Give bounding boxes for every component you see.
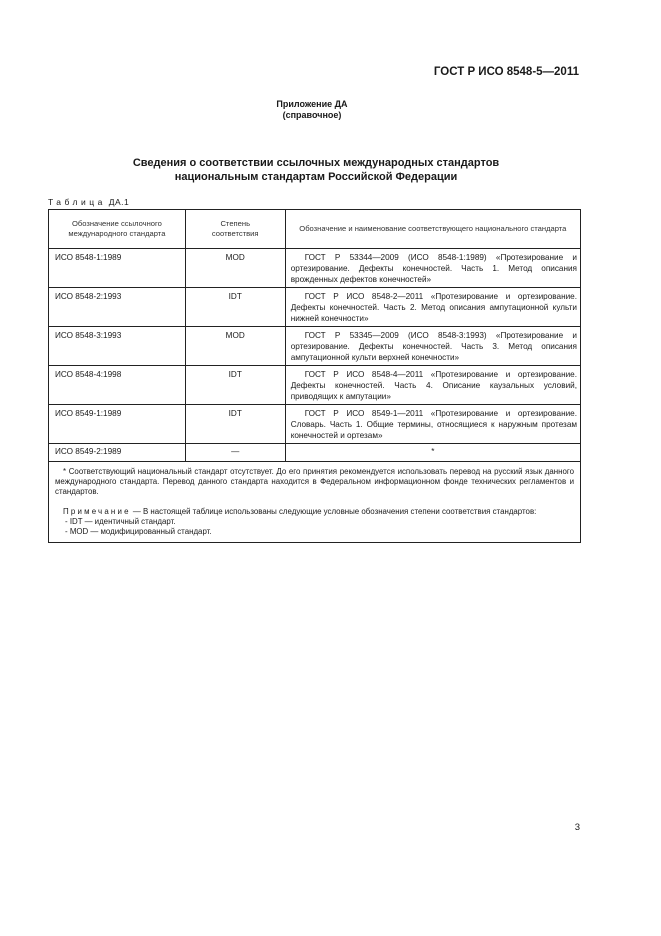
document-code: ГОСТ Р ИСО 8548-5—2011: [433, 66, 579, 78]
section-title-line-1: Сведения о соответствии ссылочных международных стандартов: [132, 157, 500, 169]
cell-international-code: ИСО 8548-2:1993: [49, 288, 186, 327]
correspondence-table: [48, 209, 581, 543]
table-caption-word: Таблица: [48, 197, 106, 207]
cell-national-standard: ГОСТ Р ИСО 8549-1—2011 «Протезирование и ортезирование. Словарь. Часть 1. Общие термины, относящиеся к наружным протезам конечностей и ортезам»: [285, 405, 580, 444]
header-degree: Степень соответствия: [185, 210, 285, 249]
section-title: [0, 156, 632, 184]
cell-national-standard: ГОСТ Р ИСО 8548-2—2011 «Протезирование и ортезирование. Дефекты конечностей. Часть 2. Метод описания ампутационной культи нижней конечности»: [285, 288, 580, 327]
page-number: 3: [574, 822, 580, 833]
header-international-standard: Обозначение ссылочного международного стандарта: [49, 210, 186, 249]
cell-international-code: ИСО 8549-1:1989: [49, 405, 186, 444]
cell-international-code: ИСО 8549-2:1989: [49, 444, 186, 462]
cell-national-standard: *: [285, 444, 580, 462]
table-row: [49, 366, 581, 405]
table-row: [49, 249, 581, 288]
cell-degree: MOD: [185, 327, 285, 366]
note-label: Примечание: [63, 506, 131, 516]
table-row: [49, 288, 581, 327]
table-row: [49, 327, 581, 366]
annex-type: (справочное): [282, 110, 342, 120]
table-notes-row: [49, 462, 581, 543]
table-header-row: [49, 210, 581, 249]
cell-degree: IDT: [185, 405, 285, 444]
table-row: [49, 444, 581, 462]
table-caption-number: ДА.1: [108, 197, 130, 207]
table-note: [55, 507, 574, 517]
cell-degree: IDT: [185, 366, 285, 405]
table-row: [49, 405, 581, 444]
cell-national-standard: ГОСТ Р ИСО 8548-4—2011 «Протезирование и ортезирование. Дефекты конечностей. Часть 4. Описание каузальных условий, приводящих к ампутации»: [285, 366, 580, 405]
header-national-standard: Обозначение и наименование соответствующего национального стандарта: [285, 210, 580, 249]
cell-degree: IDT: [185, 288, 285, 327]
cell-degree: MOD: [185, 249, 285, 288]
cell-international-code: ИСО 8548-4:1998: [49, 366, 186, 405]
cell-international-code: ИСО 8548-1:1989: [49, 249, 186, 288]
cell-national-standard: ГОСТ Р 53345—2009 (ИСО 8548-3:1993) «Протезирование и ортезирование. Дефекты конечностей. Часть 3. Метод описания ампутационной культи верхней конечности»: [285, 327, 580, 366]
note-text: — В настоящей таблице использованы следующие условные обозначения степени соответствия стандартов:: [132, 506, 537, 516]
cell-international-code: ИСО 8548-3:1993: [49, 327, 186, 366]
table-notes: [49, 462, 581, 543]
cell-national-standard: ГОСТ Р 53344—2009 (ИСО 8548-1:1989) «Протезирование и ортезирование. Дефекты конечностей. Часть 1. Метод описания врожденных дефектов конечностей»: [285, 249, 580, 288]
section-title-line-2: национальным стандартам Российской Федерации: [174, 171, 458, 183]
table-caption: [48, 197, 129, 207]
annex-heading: [0, 99, 624, 121]
table-footnote: * Соответствующий национальный стандарт отсутствует. До его принятия рекомендуется использовать перевод на русский язык данного международного стандарта. Перевод данного стандарта находится в Федеральном информационном фонде технических регламентов и стандартов.: [55, 467, 574, 497]
cell-degree: —: [185, 444, 285, 462]
annex-label: Приложение ДА: [276, 99, 348, 109]
note-item-idt: - IDT — идентичный стандарт.: [65, 516, 176, 526]
note-item-mod: - MOD — модифицированный стандарт.: [65, 527, 212, 537]
